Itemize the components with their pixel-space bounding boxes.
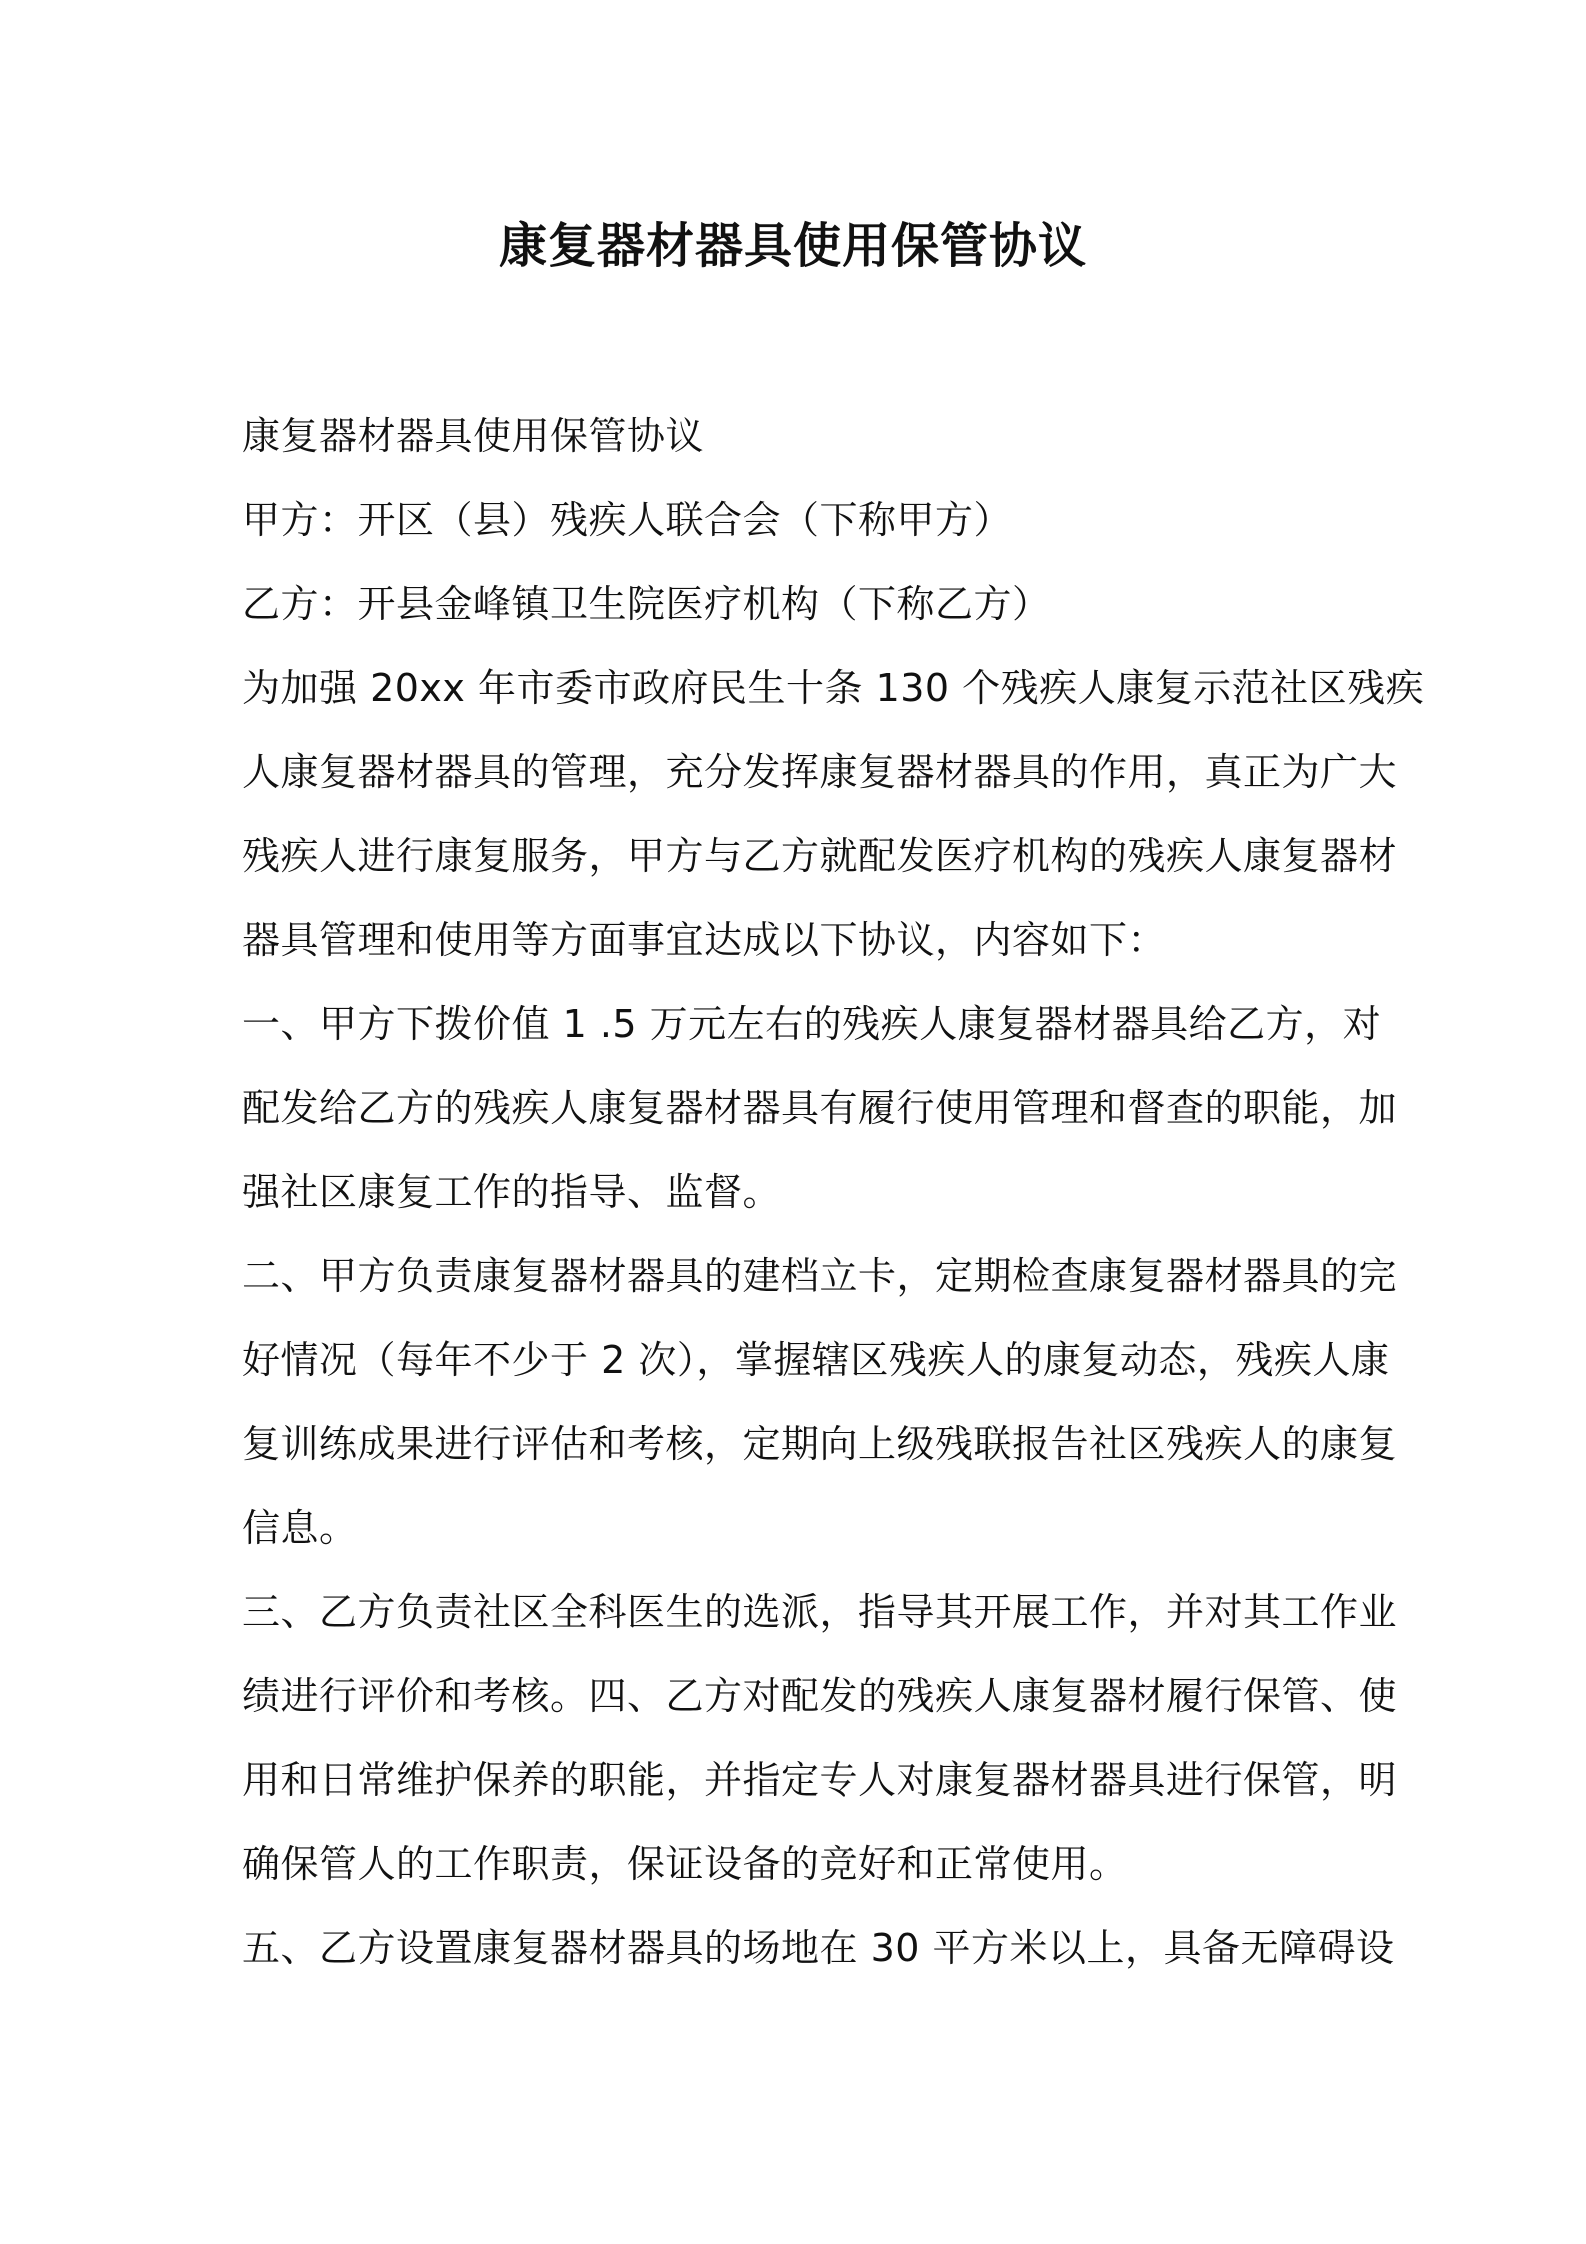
clause-3-4-line: 绩进行评价和考核。四、乙方对配发的残疾人康复器材履行保管、使	[242, 1674, 1398, 1718]
clause-2-line: 复训练成果进行评估和考核，定期向上级残联报告社区残疾人的康复	[242, 1422, 1398, 1466]
clause-1-line: 强社区康复工作的指导、监督。	[242, 1170, 782, 1214]
clause-3-4-line: 确保管人的工作职责，保证设备的竞好和正常使用。	[242, 1842, 1128, 1886]
document-body	[242, 394, 1425, 1990]
party-b-line: 乙方：开县金峰镇卫生院医疗机构（下称乙方）	[242, 582, 1051, 626]
intro-paragraph-line: 残疾人进行康复服务，甲方与乙方就配发医疗机构的残疾人康复器材	[242, 834, 1398, 878]
clause-1-line: 配发给乙方的残疾人康复器材器具有履行使用管理和督查的职能，加	[242, 1086, 1398, 1130]
clause-2-line: 信息。	[242, 1506, 358, 1550]
clause-1-line: 一、甲方下拨价值 1 .5 万元左右的残疾人康复器材器具给乙方，对	[242, 1002, 1382, 1046]
document-title: 康复器材器具使用保管协议	[498, 218, 1087, 274]
intro-paragraph-line: 器具管理和使用等方面事宜达成以下协议，内容如下：	[242, 918, 1167, 962]
subtitle-line: 康复器材器具使用保管协议	[242, 414, 705, 458]
clause-2-line: 好情况（每年不少于 2 次），掌握辖区残疾人的康复动态，残疾人康	[242, 1338, 1390, 1382]
clause-3-4-line: 三、乙方负责社区全科医生的选派，指导其开展工作，并对其工作业	[242, 1590, 1398, 1634]
clause-5-line: 五、乙方设置康复器材器具的场地在 30 平方米以上，具备无障碍设	[242, 1926, 1395, 1970]
intro-paragraph-line: 为加强 20xx 年市委市政府民生十条 130 个残疾人康复示范社区残疾	[242, 666, 1425, 710]
clause-3-4-line: 用和日常维护保养的职能，并指定专人对康复器材器具进行保管，明	[242, 1758, 1398, 1802]
clause-2-line: 二、甲方负责康复器材器具的建档立卡，定期检查康复器材器具的完	[242, 1254, 1398, 1298]
intro-paragraph-line: 人康复器材器具的管理，充分发挥康复器材器具的作用，真正为广大	[242, 750, 1398, 794]
party-a-line: 甲方：开区（县）残疾人联合会（下称甲方）	[242, 498, 1013, 542]
